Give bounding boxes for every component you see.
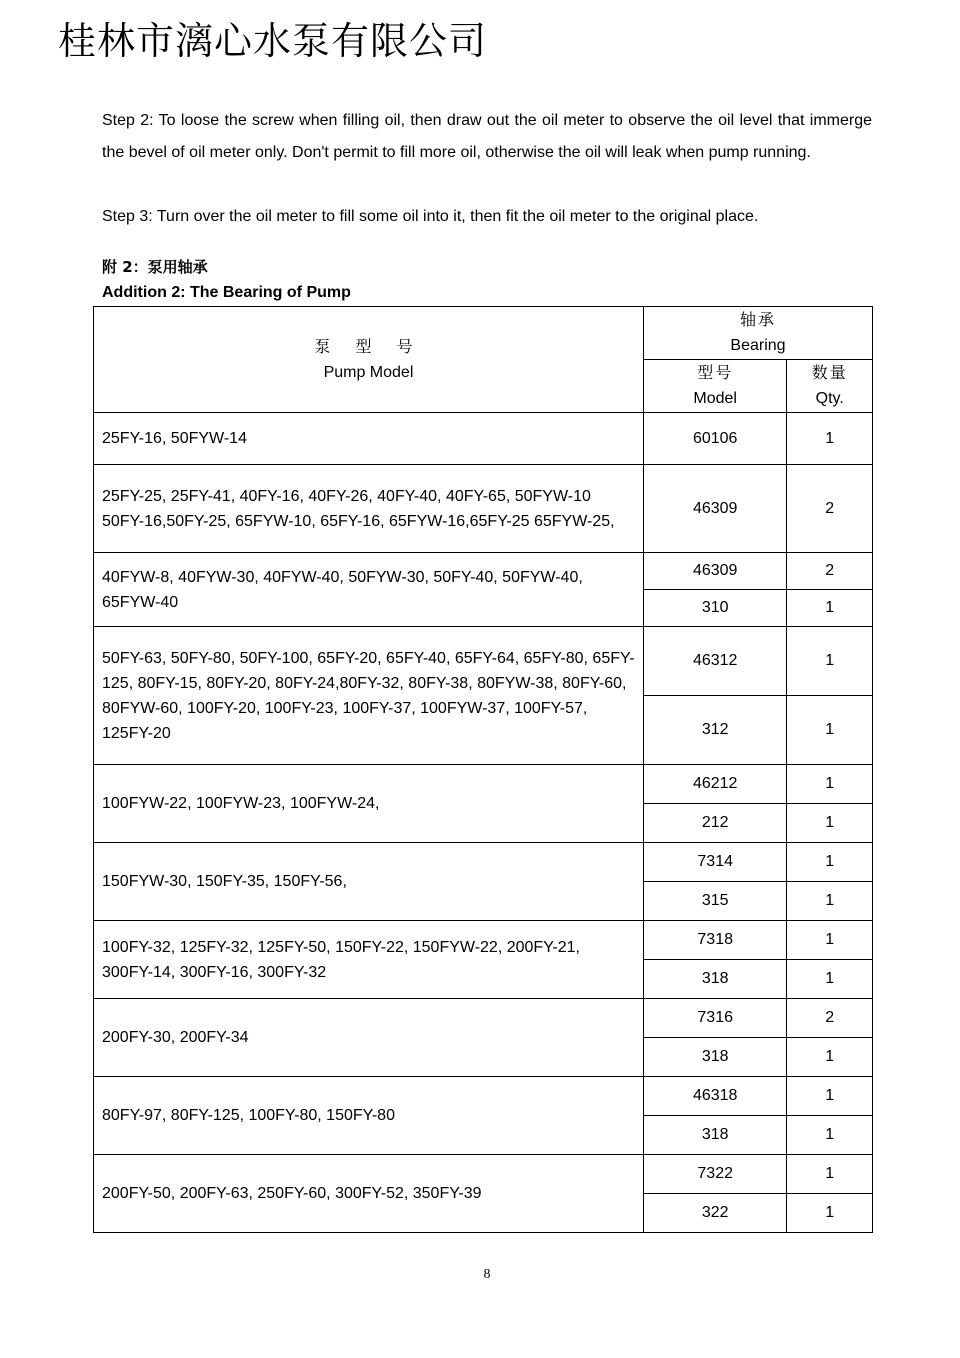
bearing-model-header-en: Model <box>693 390 737 407</box>
bearing-model-cell: 318 <box>643 1116 786 1155</box>
pump-models-cell: 40FYW-8, 40FYW-30, 40FYW-40, 50FYW-30, 50FY-40, 50FYW-40, 65FYW-40 <box>94 553 644 627</box>
step-2-text: Step 2: To loose the screw when filling oil, then draw out the oil meter to observe the oil level that immerge the bevel of oil meter only. Don't permit to fill more oil, otherwise the oil will leak when pump running. <box>102 112 872 161</box>
pump-model-header-en: Pump Model <box>323 363 414 381</box>
qty-header-zh: 数量 <box>811 363 848 382</box>
bearing-qty-cell: 1 <box>787 1116 873 1155</box>
addition-title-en: Addition 2: The Bearing of Pump <box>102 284 351 301</box>
bearing-model-cell: 46309 <box>643 465 786 553</box>
bearing-qty-cell: 2 <box>787 553 873 590</box>
pump-models-cell: 80FY-97, 80FY-125, 100FY-80, 150FY-80 <box>94 1077 644 1155</box>
table-row <box>94 921 873 960</box>
qty-header-en: Qty. <box>815 390 844 407</box>
bearing-model-cell: 7322 <box>643 1155 786 1194</box>
header-row <box>94 307 873 360</box>
bearing-header-en: Bearing <box>730 337 786 354</box>
table-row <box>94 553 873 590</box>
pump-models-cell: 50FY-63, 50FY-80, 50FY-100, 65FY-20, 65FY-40, 65FY-64, 65FY-80, 65FY-125, 80FY-15, 80FY-20, 80FY-24,80FY-32, 80FY-38, 80FYW-38, 80FY-60, 80FYW-60, 100FY-20, 100FY-23, 100FY-37, 100FYW-37, 100FY-57, 125FY-20 <box>94 627 644 765</box>
page-number: 8 <box>483 1267 491 1282</box>
bearing-model-cell: 7314 <box>643 843 786 882</box>
pump-models-cell: 25FY-16, 50FYW-14 <box>94 413 644 465</box>
pump-models-cell: 200FY-50, 200FY-63, 250FY-60, 300FY-52, 350FY-39 <box>94 1155 644 1233</box>
bearing-model-header <box>643 360 786 413</box>
bearing-model-cell: 7318 <box>643 921 786 960</box>
bearing-qty-cell: 1 <box>787 590 873 627</box>
bearing-model-cell: 60106 <box>643 413 786 465</box>
pump-models-cell: 100FYW-22, 100FYW-23, 100FYW-24, <box>94 765 644 843</box>
bearing-qty-cell: 2 <box>787 465 873 553</box>
bearing-qty-cell: 1 <box>787 960 873 999</box>
table-row <box>94 627 873 696</box>
bearing-model-cell: 212 <box>643 804 786 843</box>
bearing-table <box>93 306 873 1233</box>
bearing-model-cell: 46312 <box>643 627 786 696</box>
bearing-qty-cell: 2 <box>787 999 873 1038</box>
addition-title-zh: 附 2：泵用轴承 <box>102 258 208 276</box>
pump-models-cell: 25FY-25, 25FY-41, 40FY-16, 40FY-26, 40FY-40, 40FY-65, 50FYW-10 50FY-16,50FY-25, 65FYW-10, 65FY-16, 65FYW-16,65FY-25 65FYW-25, <box>94 465 644 553</box>
pump-models-cell: 150FYW-30, 150FY-35, 150FY-56, <box>94 843 644 921</box>
bearing-model-cell: 46309 <box>643 553 786 590</box>
table-row <box>94 465 873 553</box>
bearing-qty-cell: 1 <box>787 804 873 843</box>
bearing-qty-cell: 1 <box>787 696 873 765</box>
bearing-model-cell: 312 <box>643 696 786 765</box>
bearing-model-cell: 310 <box>643 590 786 627</box>
bearing-qty-cell: 1 <box>787 765 873 804</box>
pump-model-header-zh: 泵 型 号 <box>314 336 423 356</box>
qty-header <box>787 360 873 413</box>
pump-models-cell: 100FY-32, 125FY-32, 125FY-50, 150FY-22, 150FYW-22, 200FY-21, 300FY-14, 300FY-16, 300FY-32 <box>94 921 644 999</box>
bearing-qty-cell: 1 <box>787 413 873 465</box>
pump-model-header <box>94 307 644 413</box>
company-name: 桂林市漓心水泵有限公司 <box>58 19 488 63</box>
bearing-header-zh: 轴承 <box>739 310 776 329</box>
table-row <box>94 1155 873 1194</box>
pump-models-cell: 200FY-30, 200FY-34 <box>94 999 644 1077</box>
table-row <box>94 843 873 882</box>
bearing-model-cell: 322 <box>643 1194 786 1233</box>
bearing-qty-cell: 1 <box>787 1155 873 1194</box>
bearing-qty-cell: 1 <box>787 843 873 882</box>
bearing-qty-cell: 1 <box>787 1038 873 1077</box>
bearing-model-cell: 46318 <box>643 1077 786 1116</box>
table-row <box>94 999 873 1038</box>
step-3-text: Step 3: Turn over the oil meter to fill some oil into it, then fit the oil meter to the original place. <box>102 208 759 225</box>
table-row <box>94 413 873 465</box>
table-row <box>94 765 873 804</box>
bearing-qty-cell: 1 <box>787 921 873 960</box>
bearing-model-cell: 7316 <box>643 999 786 1038</box>
bearing-header <box>643 307 872 360</box>
bearing-qty-cell: 1 <box>787 627 873 696</box>
bearing-model-cell: 315 <box>643 882 786 921</box>
table-row <box>94 1077 873 1116</box>
bearing-model-cell: 46212 <box>643 765 786 804</box>
bearing-qty-cell: 1 <box>787 882 873 921</box>
bearing-qty-cell: 1 <box>787 1194 873 1233</box>
bearing-model-cell: 318 <box>643 960 786 999</box>
bearing-model-cell: 318 <box>643 1038 786 1077</box>
bearing-qty-cell: 1 <box>787 1077 873 1116</box>
bearing-model-header-zh: 型号 <box>697 363 734 382</box>
